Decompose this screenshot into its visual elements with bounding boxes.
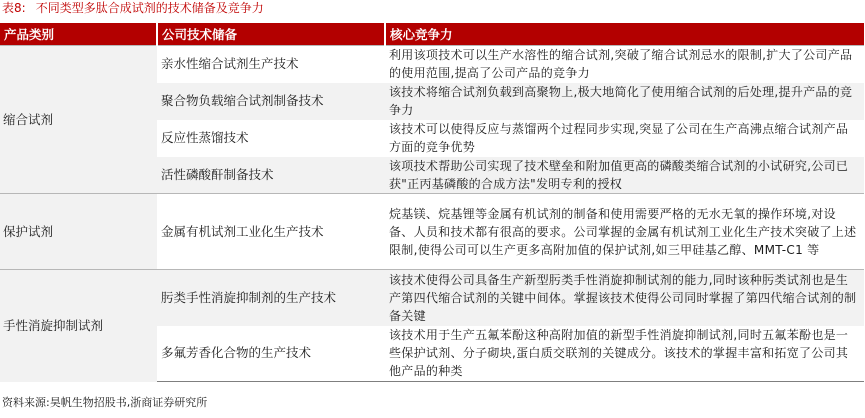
competitiveness-cell: 该项技术帮助公司实现了技术壁垒和附加值更高的磷酸类缩合试剂的小试研究,公司已获"正丙基磷酸的合成方法"发明专利的授权 — [385, 157, 864, 194]
competitiveness-cell: 该技术用于生产五氟苯酚这种高附加值的新型手性消旋抑制试剂,同时五氟苯酚也是一些保护试剂、分子砌块,蛋白质交联剂的关键成分。该技术的掌握丰富和拓宽了公司其他产品的种类 — [385, 326, 864, 382]
table-number: 表8: — [2, 1, 26, 15]
header-competitiveness: 核心竞争力 — [385, 23, 864, 46]
category-cell: 保护试剂 — [0, 194, 157, 270]
competitiveness-cell: 该技术将缩合试剂负载到高聚物上,极大地简化了使用缩合试剂的后处理,提升产品的竞争力 — [385, 83, 864, 120]
table-row — [0, 46, 864, 83]
table-row — [0, 194, 864, 270]
tech-cell: 金属有机试剂工业化生产技术 — [157, 194, 385, 270]
tech-cell: 亲水性缩合试剂生产技术 — [157, 46, 385, 83]
tech-cell: 反应性蒸馏技术 — [157, 120, 385, 157]
table-row — [0, 270, 864, 326]
tech-cell: 聚合物负载缩合试剂制备技术 — [157, 83, 385, 120]
competitiveness-cell: 该技术可以使得反应与蒸馏两个过程同步实现,突显了公司在生产高沸点缩合试剂产品方面的竞争优势 — [385, 120, 864, 157]
category-cell: 手性消旋抑制试剂 — [0, 270, 157, 382]
tech-reserve-table — [0, 23, 864, 382]
competitiveness-cell: 利用该项技术可以生产水溶性的缩合试剂,突破了缩合试剂忌水的限制,扩大了公司产品的使用范围,提高了公司产品的竞争力 — [385, 46, 864, 83]
competitiveness-cell: 烷基镁、烷基锂等金属有机试剂的制备和使用需要严格的无水无氧的操作环境,对设备、人员和技术都有很高的要求。公司掌握的金属有机试剂工业化生产技术突破了上述限制,使得公司可以生产更多高附加值的保护试剂,如三甲硅基乙醇、MMT-C1 等 — [385, 194, 864, 270]
table-title — [2, 1, 264, 16]
competitiveness-cell: 该技术使得公司具备生产新型肟类手性消旋抑制试剂的能力,同时该种肟类试剂也是生产第四代缩合试剂的关键中间体。掌握该技术使得公司同时掌握了第四代缩合试剂的制备关键 — [385, 270, 864, 326]
header-tech: 公司技术储备 — [157, 23, 385, 46]
table-title-text: 不同类型多肽合成试剂的技术储备及竞争力 — [35, 1, 264, 15]
tech-cell: 活性磷酸酐制备技术 — [157, 157, 385, 194]
header-category: 产品类别 — [0, 23, 157, 46]
source-note: 资料来源:昊帆生物招股书,浙商证券研究所 — [2, 396, 208, 409]
table-header-row — [0, 23, 864, 46]
tech-cell: 肟类手性消旋抑制剂的生产技术 — [157, 270, 385, 326]
tech-cell: 多氟芳香化合物的生产技术 — [157, 326, 385, 382]
category-cell: 缩合试剂 — [0, 46, 157, 194]
